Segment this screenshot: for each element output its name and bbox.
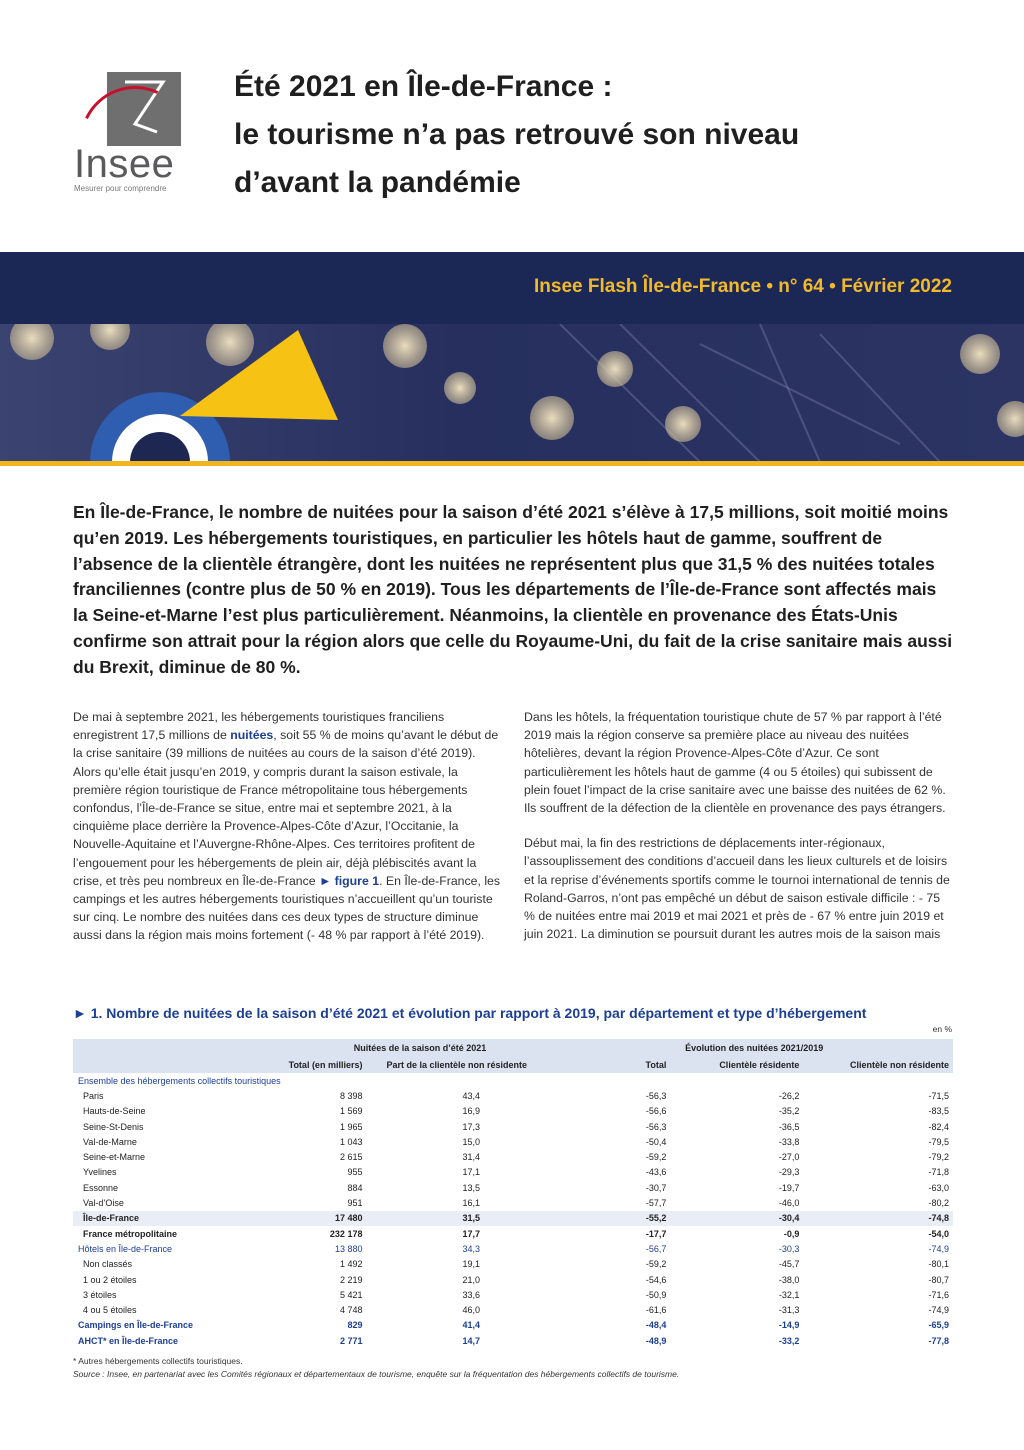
- table-cell: -79,2: [928, 1152, 949, 1163]
- publication-band: [0, 252, 1024, 324]
- table-cell: -83,5: [928, 1106, 949, 1117]
- intro-paragraph: En Île-de-France, le nombre de nuitées pour la saison d’été 2021 s’élève à 17,5 millions, soit moitié moins qu’en 2019. Les hébergements touristiques, en particulier les hôtels haut de gamme, souffrent de l’absence de la clientèle étrangère, dont les nuitées ne représentent plus que 31,5 % des nuitées totales franciliennes (contre plus de 50 % en 2019). Tous les départements de l’Île-de-France sont affectés mais la Seine-et-Marne l’est plus particulièrement. Néanmoins, la clientèle en provenance des États-Unis confirme son attrait pour la région alors que celle du Royaume-Uni, du fait de la crise sanitaire mais aussi du Brexit, diminue de 80 %.: [73, 502, 953, 677]
- row-label: Yvelines: [83, 1167, 117, 1178]
- table-row: [73, 1272, 953, 1287]
- page-title-line-3: d’avant la pandémie: [234, 166, 521, 199]
- table-cell: 2 771: [339, 1335, 363, 1346]
- table-cell: 13,5: [462, 1182, 480, 1193]
- table-cell: -50,4: [645, 1136, 667, 1147]
- table-cell: -46,0: [778, 1198, 800, 1209]
- group-header: Évolution des nuitées 2021/2019: [555, 1039, 953, 1056]
- table-cell: -59,2: [645, 1152, 667, 1163]
- figure-unit: en %: [932, 1024, 952, 1034]
- row-label: Hauts-de-Seine: [83, 1106, 146, 1117]
- table-cell: 43,4: [462, 1090, 480, 1101]
- table-cell: -56,3: [645, 1090, 667, 1101]
- table-cell: 1 569: [339, 1106, 363, 1117]
- table-cell: -35,2: [778, 1106, 800, 1117]
- table-cell: -55,2: [555, 1211, 670, 1226]
- body-paragraph: [73, 708, 503, 945]
- page-title-line-1: Été 2021 en Île-de-France :: [234, 70, 613, 103]
- table-cell: -54,6: [645, 1274, 667, 1285]
- table-cell: 1 492: [339, 1259, 363, 1270]
- table-cell: -74,9: [928, 1243, 949, 1254]
- row-label: Val-d’Oise: [83, 1198, 124, 1209]
- row-label: Île-de-France: [73, 1211, 285, 1226]
- column-header: Clientèle non résidente: [803, 1056, 953, 1073]
- table-cell: 16,1: [462, 1198, 480, 1209]
- column-header: Total (en milliers): [285, 1056, 367, 1073]
- footnote: * Autres hébergements collectifs touristiques.: [73, 1356, 243, 1366]
- table-cell: -30,7: [645, 1182, 667, 1193]
- row-label: Hôtels en Île-de-France: [78, 1243, 173, 1254]
- table-group-header-row: [73, 1039, 953, 1056]
- table-cell: -77,8: [928, 1335, 949, 1346]
- table-cell: -54,0: [928, 1228, 949, 1239]
- row-label: Non classés: [83, 1259, 133, 1270]
- table-cell: 829: [347, 1320, 363, 1331]
- table-cell: -33,2: [778, 1335, 800, 1346]
- table-cell: 4 748: [339, 1305, 363, 1316]
- banner-illustration: [0, 324, 1024, 462]
- body-column-left: [73, 708, 503, 962]
- table-cell: 2 219: [339, 1274, 363, 1285]
- table-cell: 955: [347, 1167, 363, 1178]
- row-label: Essonne: [83, 1182, 119, 1193]
- table-cell: -36,5: [778, 1121, 800, 1132]
- table-cell: 33,6: [462, 1289, 480, 1300]
- header: [0, 0, 1024, 250]
- table-cell: 14,7: [462, 1335, 480, 1346]
- row-label: AHCT* en Île-de-France: [78, 1335, 179, 1346]
- table-cell: -48,4: [645, 1320, 667, 1331]
- table-cell: -56,6: [645, 1106, 667, 1117]
- logo-text: Insee: [74, 142, 175, 186]
- figure-table: [73, 1039, 953, 1348]
- table-cell: 1 965: [339, 1121, 363, 1132]
- table-cell: -33,8: [778, 1136, 800, 1147]
- banner-divider: [0, 461, 1024, 466]
- table-cell: [803, 1073, 953, 1088]
- banner-graphic: [0, 324, 1024, 462]
- table-row: [73, 1226, 953, 1241]
- row-label: 3 étoiles: [83, 1289, 117, 1300]
- table-row: [73, 1180, 953, 1195]
- row-label: 1 ou 2 étoiles: [83, 1274, 137, 1285]
- table-cell: 232 178: [329, 1228, 363, 1239]
- nuitees-link[interactable]: nuitées: [230, 728, 274, 743]
- table-row: [73, 1195, 953, 1210]
- table-cell: 46,0: [462, 1305, 480, 1316]
- table-cell: 884: [347, 1182, 363, 1193]
- table-cell: -59,2: [645, 1259, 667, 1270]
- table-cell: 19,1: [462, 1259, 480, 1270]
- table-cell: -31,3: [778, 1305, 800, 1316]
- table-cell: 17 480: [285, 1211, 367, 1226]
- column-header: [73, 1056, 285, 1073]
- table-cell: 2 615: [339, 1152, 363, 1163]
- table-cell: 31,4: [462, 1152, 480, 1163]
- table-cell: 21,0: [462, 1274, 480, 1285]
- column-header: Part de la clientèle non résidente: [366, 1056, 555, 1073]
- table-cell: -74,9: [928, 1305, 949, 1316]
- table-cell: -79,5: [928, 1136, 949, 1147]
- row-label: Seine-et-Marne: [83, 1152, 146, 1163]
- table-cell: 17,3: [462, 1121, 480, 1132]
- row-label: Seine-St-Denis: [83, 1121, 144, 1132]
- table-cell: -30,4: [670, 1211, 803, 1226]
- table-cell: 15,0: [462, 1136, 480, 1147]
- table-row: [73, 1287, 953, 1302]
- table-cell: -71,8: [928, 1167, 949, 1178]
- table-cell: 13 880: [334, 1243, 363, 1254]
- table-cell: 16,9: [462, 1106, 480, 1117]
- table-cell: 17,1: [462, 1167, 480, 1178]
- figure-1-link[interactable]: ► figure 1: [319, 873, 380, 888]
- table-cell: -43,6: [645, 1167, 667, 1178]
- row-label: Paris: [83, 1090, 104, 1101]
- page-title-line-2: le tourisme n’a pas retrouvé son niveau: [234, 118, 800, 151]
- table-cell: -50,9: [645, 1289, 667, 1300]
- table-cell: [555, 1073, 670, 1088]
- table-row: [73, 1088, 953, 1103]
- table-cell: -56,3: [645, 1121, 667, 1132]
- logo-subtitle: Mesurer pour comprendre: [74, 184, 167, 193]
- table-cell: -45,7: [778, 1259, 800, 1270]
- table-body: [73, 1073, 953, 1348]
- table-cell: [285, 1073, 367, 1088]
- body-text: , soit 55 % de moins qu’avant le début de la crise sanitaire (39 millions de nuitées au cours de la saison d’été 2019). Alors qu’elle était jusqu’en 2019, y compris durant la saison estivale, la première région touristique de France métropolitaine tous hébergements confondus, l’Île-de-France se situe, entre mai et septembre 2021, à la cinquième place derrière la Provence-Alpes-Côte d’Azur, l’Occitanie, la Nouvelle-Aquitaine et l’Auvergne-Rhône-Alpes. Ces territoires profitent de l’engouement pour les hébergements de plein air, déjà plébiscités avant la crise, et très peu nombreux en Île-de-France: [73, 728, 499, 888]
- table-row: [73, 1257, 953, 1272]
- table-cell: [670, 1073, 803, 1088]
- table-row: [73, 1302, 953, 1317]
- row-label: Ensemble des hébergements collectifs touristiques: [78, 1075, 281, 1086]
- body-paragraph: Dans les hôtels, la fréquentation touristique chute de 57 % par rapport à l’été 2019 mais la région conserve sa première place au niveau des nuitées hôtelières, devant la région Provence-Alpes-Côte d’Azur. Ce sont particulièrement les hôtels haut de gamme (4 ou 5 étoiles) qui subissent de plein fouet l’impact de la crise sanitaire avec une baisse des nuitées de 62 %. Ils souffrent de la défection de la clientèle en provenance des pays étrangers.: [524, 710, 946, 816]
- table-cell: -14,9: [778, 1320, 800, 1331]
- column-header: Total: [555, 1056, 670, 1073]
- table-cell: 34,3: [462, 1243, 480, 1254]
- table-cell: -71,6: [928, 1289, 949, 1300]
- table-cell: 41,4: [462, 1320, 480, 1331]
- table-cell: -48,9: [645, 1335, 667, 1346]
- table-cell: 1 043: [339, 1136, 363, 1147]
- table-cell: -80,1: [928, 1259, 949, 1270]
- publication-reference: Insee Flash Île-de-France • n° 64 • Février 2022: [534, 276, 952, 297]
- table-cell: 17,7: [462, 1228, 480, 1239]
- figure-notes: [73, 1355, 953, 1381]
- body-text: De mai à septembre 2021, les hébergements touristiques franciliens enregistrent 17,5 millions de: [73, 710, 445, 743]
- insee-logo[interactable]: [72, 72, 187, 197]
- row-label: Campings en Île-de-France: [78, 1320, 194, 1331]
- table-cell: -27,0: [778, 1152, 800, 1163]
- table-row: [73, 1333, 953, 1348]
- row-label: France métropolitaine: [83, 1228, 178, 1239]
- table-row: [73, 1241, 953, 1256]
- body-column-right: [524, 708, 954, 960]
- column-header: Clientèle résidente: [670, 1056, 803, 1073]
- row-label: 4 ou 5 étoiles: [83, 1305, 137, 1316]
- table-row: [73, 1211, 953, 1226]
- table-row: [73, 1165, 953, 1180]
- table-cell: 8 398: [339, 1090, 363, 1101]
- table-corner: [73, 1039, 285, 1056]
- table-cell: -0,9: [783, 1228, 800, 1239]
- table-cell: 31,5: [366, 1211, 555, 1226]
- group-header: Nuitées de la saison d’été 2021: [285, 1039, 556, 1056]
- table-cell: 951: [347, 1198, 363, 1209]
- table-cell: [366, 1073, 555, 1088]
- table-row: [73, 1119, 953, 1134]
- table-cell: -80,2: [928, 1198, 949, 1209]
- table-cell: -56,7: [645, 1243, 667, 1254]
- table-cell: -80,7: [928, 1274, 949, 1285]
- figure-title: ► 1. Nombre de nuitées de la saison d’été 2021 et évolution par rapport à 2019, par département et type d’hébergement: [73, 1005, 867, 1021]
- table-cell: -29,3: [778, 1167, 800, 1178]
- table-cell: -65,9: [928, 1320, 949, 1331]
- body-paragraph: Début mai, la fin des restrictions de déplacements inter-régionaux, l’assouplissement des conditions d’accueil dans les lieux culturels et de loisirs et la reprise d’événements sportifs comme le tournoi international de tennis de Roland-Garros, n’ont pas empêché un début de saison estivale difficile : - 75 % de nuitées entre mai 2019 et mai 2021 et près de - 67 % entre juin 2019 et juin 2021. La diminution se poursuit durant les autres mois de la saison mais: [524, 836, 950, 942]
- table-cell: -32,1: [778, 1289, 800, 1300]
- table-cell: -63,0: [928, 1182, 949, 1193]
- table-cell: -71,5: [928, 1090, 949, 1101]
- table-cell: -74,8: [803, 1211, 953, 1226]
- row-label: Val-de-Marne: [83, 1136, 137, 1147]
- source-note: Source : Insee, en partenariat avec les Comités régionaux et départementaux de tourisme, enquête sur la fréquentation des hébergements collectifs de tourisme.: [73, 1369, 680, 1379]
- table-cell: -82,4: [928, 1121, 949, 1132]
- table-row: [73, 1104, 953, 1119]
- table-cell: -57,7: [645, 1198, 667, 1209]
- table-header-row: [73, 1056, 953, 1073]
- table-cell: -17,7: [645, 1228, 667, 1239]
- table-row: [73, 1134, 953, 1149]
- table-cell: -19,7: [778, 1182, 800, 1193]
- table-cell: -38,0: [778, 1274, 800, 1285]
- table-cell: 5 421: [339, 1289, 363, 1300]
- body-text: . En Île-de-France, les campings et les autres hébergements touristiques n’accueillent qu’un touriste sur cinq. Le nombre des nuitées dans ces deux types de structure diminue aussi dans la région mais moins fortement (- 48 % par rapport à l’été 2019).: [73, 873, 501, 943]
- table-row: [73, 1318, 953, 1333]
- table-row: [73, 1149, 953, 1164]
- table-cell: -26,2: [778, 1090, 800, 1101]
- table-cell: -61,6: [645, 1305, 667, 1316]
- table-row: [73, 1073, 953, 1088]
- table-cell: -30,3: [778, 1243, 800, 1254]
